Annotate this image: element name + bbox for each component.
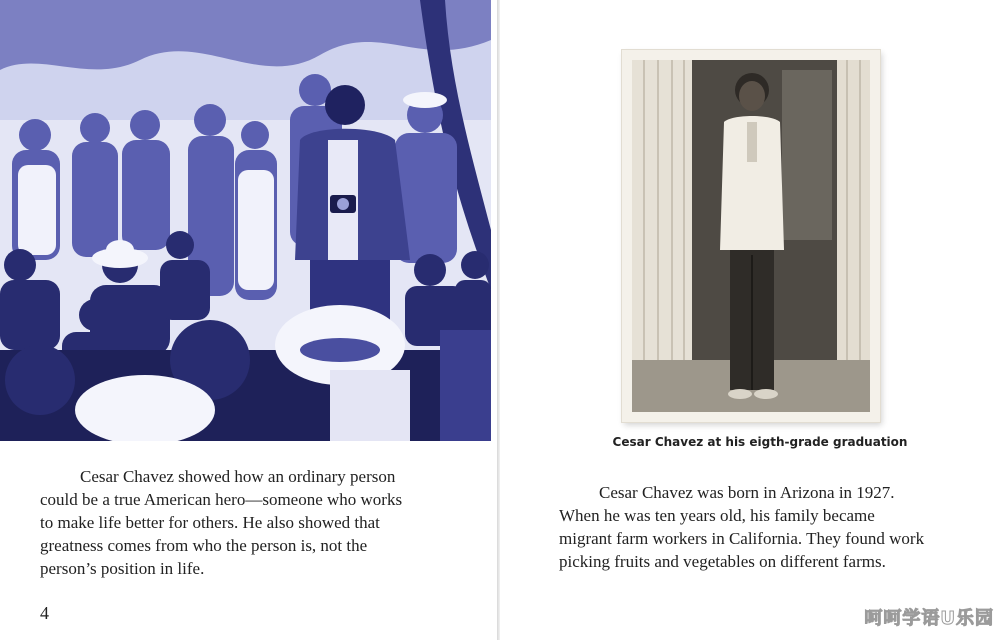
left-paragraph-line: Cesar Chavez showed how an ordinary person [80, 467, 396, 486]
page-number: 4 [40, 603, 49, 623]
right-paragraph-line: migrant farm workers in California. They found work [559, 529, 925, 548]
right-paragraph-line: picking fruits and vegetables on different farms. [559, 552, 886, 571]
left-paragraph-line: could be a true American hero—someone who works [40, 490, 403, 509]
crowd-photo-image [0, 0, 491, 441]
right-paragraph [559, 481, 979, 573]
right-paragraph-line: Cesar Chavez was born in Arizona in 1927. [599, 483, 895, 502]
right-paragraph-line: When he was ten years old, his family became [559, 506, 875, 525]
left-paragraph [40, 465, 460, 580]
watermark-text: 呵呵学语U乐园 [864, 608, 994, 629]
right-page [500, 0, 1000, 640]
left-paragraph-line: to make life better for others. He also showed that [40, 513, 380, 532]
portrait-photo-image [632, 60, 870, 412]
photo-caption: Cesar Chavez at his eigth-grade graduation [612, 435, 908, 449]
left-page [0, 0, 497, 640]
left-paragraph-line: person’s position in life. [40, 559, 205, 578]
crowd-photo [0, 0, 491, 441]
portrait-photo [622, 50, 880, 422]
left-paragraph-line: greatness comes from who the person is, not the [40, 536, 368, 555]
